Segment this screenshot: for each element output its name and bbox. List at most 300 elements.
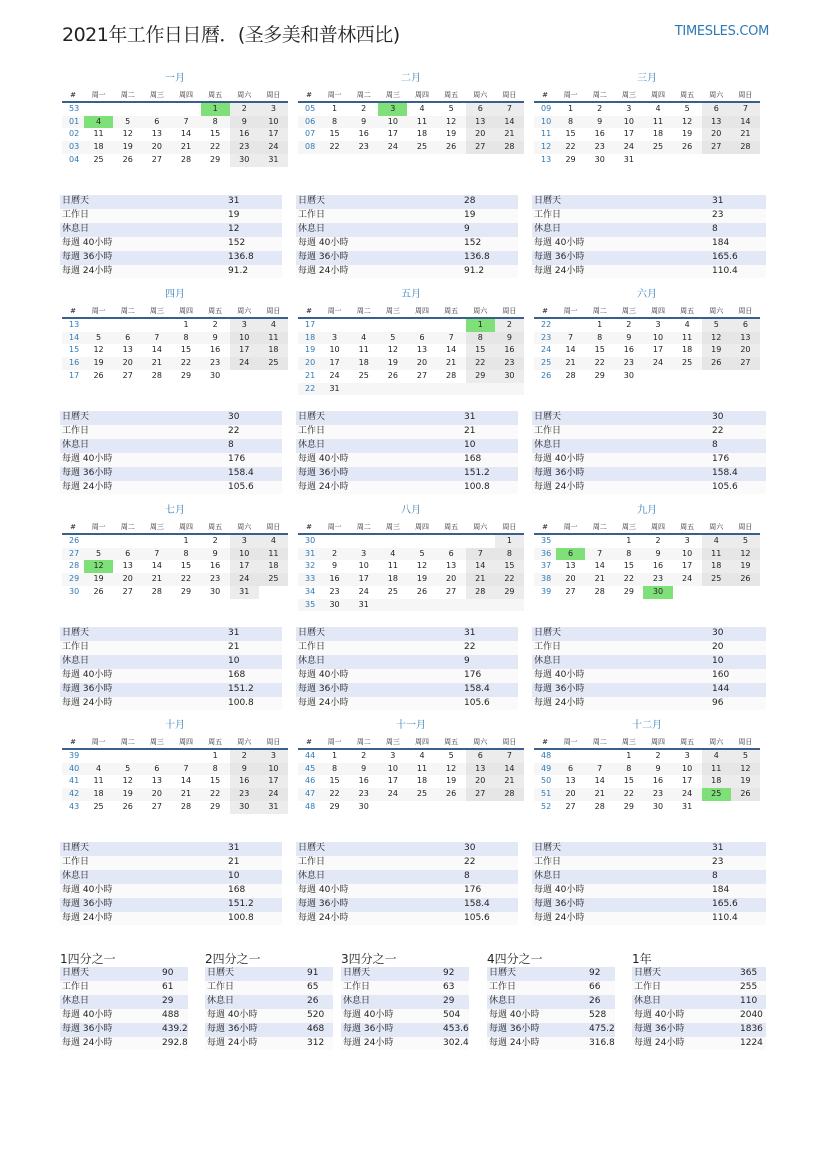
day-cell[interactable]: 28 bbox=[446, 370, 457, 380]
day-cell[interactable]: 21 bbox=[556, 357, 585, 370]
day-cell[interactable]: 2 bbox=[626, 320, 632, 329]
day-cell[interactable]: 7 bbox=[142, 332, 171, 345]
day-cell[interactable]: 3 bbox=[259, 102, 288, 116]
day-cell[interactable]: 17 bbox=[320, 357, 349, 370]
day-cell[interactable]: 11 bbox=[407, 116, 436, 129]
day-cell[interactable]: 21 bbox=[731, 128, 760, 141]
day-cell[interactable]: 21 bbox=[142, 357, 171, 370]
day-cell[interactable]: 1 bbox=[183, 536, 189, 545]
day-cell[interactable]: 2 bbox=[655, 751, 661, 760]
day-cell[interactable]: 24 bbox=[230, 357, 259, 370]
day-cell[interactable]: 17 bbox=[230, 560, 259, 573]
day-cell[interactable]: 15 bbox=[329, 776, 340, 786]
day-cell[interactable]: 20 bbox=[142, 141, 171, 154]
day-cell[interactable]: 19 bbox=[378, 357, 407, 370]
day-cell[interactable]: 13 bbox=[151, 129, 162, 139]
day-cell[interactable]: 18 bbox=[259, 560, 288, 573]
day-cell[interactable]: 8 bbox=[171, 548, 200, 561]
day-cell[interactable]: 11 bbox=[407, 763, 436, 776]
day-cell[interactable]: 21 bbox=[495, 128, 524, 141]
day-cell[interactable]: 28 bbox=[495, 141, 524, 154]
day-cell[interactable]: 16 bbox=[594, 129, 605, 139]
day-cell[interactable]: 25 bbox=[259, 573, 288, 586]
day-cell[interactable]: 2 bbox=[212, 320, 218, 329]
holiday-day[interactable]: 4 bbox=[84, 116, 113, 129]
day-cell[interactable]: 2 bbox=[655, 536, 661, 545]
day-cell[interactable]: 21 bbox=[437, 357, 466, 370]
day-cell[interactable]: 1 bbox=[495, 534, 524, 548]
day-cell[interactable]: 30 bbox=[210, 586, 221, 596]
day-cell[interactable]: 4 bbox=[259, 318, 288, 332]
day-cell[interactable]: 6 bbox=[466, 749, 495, 763]
site-logo[interactable]: TIMESLES.COM bbox=[674, 24, 769, 39]
day-cell[interactable]: 13 bbox=[731, 332, 760, 345]
day-cell[interactable]: 2 bbox=[230, 102, 259, 116]
day-cell[interactable]: 17 bbox=[623, 129, 634, 139]
day-cell[interactable]: 30 bbox=[358, 801, 369, 811]
day-cell[interactable]: 7 bbox=[731, 102, 760, 116]
day-cell[interactable]: 26 bbox=[416, 586, 428, 596]
day-cell[interactable]: 16 bbox=[210, 345, 221, 355]
day-cell[interactable]: 25 bbox=[358, 370, 369, 380]
day-cell[interactable]: 29 bbox=[210, 801, 221, 811]
day-cell[interactable]: 29 bbox=[495, 586, 524, 599]
day-cell[interactable]: 15 bbox=[623, 561, 634, 571]
day-cell[interactable]: 16 bbox=[495, 344, 524, 357]
day-cell[interactable]: 9 bbox=[643, 548, 672, 561]
holiday-day[interactable]: 6 bbox=[556, 548, 585, 561]
day-cell[interactable]: 20 bbox=[113, 357, 142, 370]
day-cell[interactable]: 10 bbox=[614, 116, 643, 129]
day-cell[interactable]: 29 bbox=[180, 586, 192, 596]
day-cell[interactable]: 12 bbox=[93, 345, 104, 355]
day-cell[interactable]: 23 bbox=[349, 788, 378, 801]
day-cell[interactable]: 31 bbox=[259, 154, 288, 167]
day-cell[interactable]: 16 bbox=[652, 561, 664, 571]
day-cell[interactable]: 14 bbox=[565, 345, 576, 355]
day-cell[interactable]: 18 bbox=[702, 775, 731, 788]
day-cell[interactable]: 29 bbox=[210, 154, 221, 164]
day-cell[interactable]: 10 bbox=[230, 332, 259, 345]
day-cell[interactable]: 19 bbox=[446, 776, 457, 786]
day-cell[interactable]: 27 bbox=[731, 357, 760, 370]
day-cell[interactable]: 12 bbox=[122, 776, 133, 786]
day-cell[interactable]: 23 bbox=[614, 357, 643, 370]
day-cell[interactable]: 3 bbox=[655, 320, 661, 329]
day-cell[interactable]: 31 bbox=[623, 154, 634, 164]
day-cell[interactable]: 23 bbox=[201, 357, 230, 370]
holiday-day[interactable]: 3 bbox=[378, 102, 407, 116]
day-cell[interactable]: 16 bbox=[230, 128, 259, 141]
day-cell[interactable]: 19 bbox=[113, 141, 142, 154]
day-cell[interactable]: 9 bbox=[643, 763, 672, 776]
day-cell[interactable]: 23 bbox=[495, 357, 524, 370]
day-cell[interactable]: 23 bbox=[643, 788, 672, 801]
day-cell[interactable]: 27 bbox=[122, 586, 133, 596]
day-cell[interactable]: 5 bbox=[407, 548, 436, 561]
day-cell[interactable]: 30 bbox=[320, 599, 349, 612]
day-cell[interactable]: 24 bbox=[378, 788, 407, 801]
day-cell[interactable]: 14 bbox=[731, 116, 760, 129]
day-cell[interactable]: 19 bbox=[702, 344, 731, 357]
day-cell[interactable]: 3 bbox=[349, 548, 378, 561]
day-cell[interactable]: 22 bbox=[614, 573, 643, 586]
day-cell[interactable]: 25 bbox=[407, 141, 436, 154]
day-cell[interactable]: 10 bbox=[259, 116, 288, 129]
day-cell[interactable]: 29 bbox=[565, 154, 576, 164]
day-cell[interactable]: 8 bbox=[320, 116, 349, 129]
day-cell[interactable]: 27 bbox=[151, 154, 162, 164]
holiday-day[interactable]: 1 bbox=[201, 102, 230, 116]
day-cell[interactable]: 17 bbox=[682, 776, 693, 786]
day-cell[interactable]: 12 bbox=[731, 548, 760, 561]
day-cell[interactable]: 16 bbox=[230, 775, 259, 788]
day-cell[interactable]: 15 bbox=[466, 344, 495, 357]
day-cell[interactable]: 9 bbox=[230, 763, 259, 776]
day-cell[interactable]: 20 bbox=[113, 573, 142, 586]
day-cell[interactable]: 3 bbox=[230, 534, 259, 548]
day-cell[interactable]: 13 bbox=[565, 776, 576, 786]
day-cell[interactable]: 26 bbox=[387, 370, 398, 380]
day-cell[interactable]: 28 bbox=[594, 801, 605, 811]
day-cell[interactable]: 5 bbox=[84, 548, 113, 561]
day-cell[interactable]: 10 bbox=[673, 548, 702, 561]
day-cell[interactable]: 7 bbox=[466, 548, 495, 561]
day-cell[interactable]: 29 bbox=[466, 370, 495, 383]
day-cell[interactable]: 31 bbox=[682, 801, 693, 811]
day-cell[interactable]: 29 bbox=[180, 370, 192, 380]
day-cell[interactable]: 23 bbox=[349, 141, 378, 154]
day-cell[interactable]: 17 bbox=[349, 573, 378, 586]
day-cell[interactable]: 22 bbox=[171, 573, 200, 586]
day-cell[interactable]: 10 bbox=[230, 548, 259, 561]
day-cell[interactable]: 18 bbox=[416, 776, 428, 786]
day-cell[interactable]: 6 bbox=[437, 548, 466, 561]
day-cell[interactable]: 5 bbox=[448, 104, 454, 113]
day-cell[interactable]: 28 bbox=[565, 370, 576, 380]
day-cell[interactable]: 1 bbox=[626, 536, 632, 545]
day-cell[interactable]: 10 bbox=[259, 763, 288, 776]
day-cell[interactable]: 4 bbox=[702, 749, 731, 763]
day-cell[interactable]: 10 bbox=[673, 763, 702, 776]
day-cell[interactable]: 19 bbox=[446, 129, 457, 139]
day-cell[interactable]: 22 bbox=[320, 141, 349, 154]
day-cell[interactable]: 9 bbox=[230, 116, 259, 129]
day-cell[interactable]: 10 bbox=[329, 345, 340, 355]
day-cell[interactable]: 7 bbox=[495, 102, 524, 116]
day-cell[interactable]: 11 bbox=[643, 116, 672, 129]
day-cell[interactable]: 11 bbox=[673, 332, 702, 345]
day-cell[interactable]: 7 bbox=[171, 763, 200, 776]
day-cell[interactable]: 13 bbox=[446, 561, 457, 571]
day-cell[interactable]: 6 bbox=[407, 332, 436, 345]
day-cell[interactable]: 5 bbox=[448, 751, 454, 760]
day-cell[interactable]: 15 bbox=[329, 129, 340, 139]
day-cell[interactable]: 4 bbox=[419, 104, 425, 113]
day-cell[interactable]: 29 bbox=[594, 370, 605, 380]
day-cell[interactable]: 8 bbox=[585, 332, 614, 345]
day-cell[interactable]: 27 bbox=[151, 801, 162, 811]
day-cell[interactable]: 19 bbox=[407, 573, 436, 586]
day-cell[interactable]: 19 bbox=[84, 357, 113, 370]
day-cell[interactable]: 28 bbox=[151, 370, 162, 380]
day-cell[interactable]: 24 bbox=[358, 586, 369, 596]
day-cell[interactable]: 14 bbox=[180, 129, 192, 139]
day-cell[interactable]: 20 bbox=[466, 775, 495, 788]
day-cell[interactable]: 14 bbox=[594, 776, 605, 786]
day-cell[interactable]: 23 bbox=[585, 141, 614, 154]
day-cell[interactable]: 8 bbox=[320, 763, 349, 776]
day-cell[interactable]: 9 bbox=[495, 332, 524, 345]
day-cell[interactable]: 14 bbox=[151, 561, 162, 571]
day-cell[interactable]: 9 bbox=[349, 116, 378, 129]
day-cell[interactable]: 30 bbox=[230, 801, 259, 814]
day-cell[interactable]: 9 bbox=[585, 116, 614, 129]
day-cell[interactable]: 15 bbox=[180, 561, 192, 571]
day-cell[interactable]: 16 bbox=[358, 129, 369, 139]
day-cell[interactable]: 4 bbox=[684, 320, 690, 329]
day-cell[interactable]: 3 bbox=[259, 749, 288, 763]
day-cell[interactable]: 27 bbox=[122, 370, 133, 380]
day-cell[interactable]: 23 bbox=[230, 788, 259, 801]
day-cell[interactable]: 28 bbox=[180, 801, 192, 811]
day-cell[interactable]: 28 bbox=[151, 586, 162, 596]
day-cell[interactable]: 9 bbox=[349, 763, 378, 776]
day-cell[interactable]: 22 bbox=[201, 788, 230, 801]
day-cell[interactable]: 27 bbox=[466, 141, 495, 154]
day-cell[interactable]: 24 bbox=[673, 788, 702, 801]
day-cell[interactable]: 20 bbox=[556, 573, 585, 586]
day-cell[interactable]: 18 bbox=[652, 129, 664, 139]
day-cell[interactable]: 19 bbox=[113, 788, 142, 801]
day-cell[interactable]: 2 bbox=[361, 104, 367, 113]
day-cell[interactable]: 24 bbox=[643, 357, 672, 370]
day-cell[interactable]: 3 bbox=[320, 332, 349, 345]
day-cell[interactable]: 30 bbox=[652, 801, 664, 811]
day-cell[interactable]: 23 bbox=[201, 573, 230, 586]
day-cell[interactable]: 26 bbox=[122, 801, 133, 811]
day-cell[interactable]: 31 bbox=[259, 801, 288, 814]
day-cell[interactable]: 8 bbox=[556, 116, 585, 129]
day-cell[interactable]: 11 bbox=[702, 548, 731, 561]
day-cell[interactable]: 2 bbox=[212, 536, 218, 545]
day-cell[interactable]: 21 bbox=[142, 573, 171, 586]
day-cell[interactable]: 16 bbox=[623, 345, 634, 355]
day-cell[interactable]: 18 bbox=[416, 129, 428, 139]
day-cell[interactable]: 3 bbox=[390, 751, 396, 760]
day-cell[interactable]: 6 bbox=[731, 318, 760, 332]
day-cell[interactable]: 21 bbox=[585, 573, 614, 586]
day-cell[interactable]: 18 bbox=[378, 573, 407, 586]
day-cell[interactable]: 15 bbox=[594, 345, 605, 355]
day-cell[interactable]: 4 bbox=[84, 763, 113, 776]
day-cell[interactable]: 20 bbox=[142, 788, 171, 801]
day-cell[interactable]: 23 bbox=[643, 573, 672, 586]
day-cell[interactable]: 11 bbox=[259, 332, 288, 345]
day-cell[interactable]: 27 bbox=[565, 801, 576, 811]
day-cell[interactable]: 12 bbox=[387, 345, 398, 355]
day-cell[interactable]: 25 bbox=[93, 801, 104, 811]
day-cell[interactable]: 19 bbox=[682, 129, 693, 139]
day-cell[interactable]: 6 bbox=[113, 548, 142, 561]
day-cell[interactable]: 10 bbox=[378, 116, 407, 129]
day-cell[interactable]: 12 bbox=[437, 116, 466, 129]
day-cell[interactable]: 12 bbox=[731, 763, 760, 776]
day-cell[interactable]: 20 bbox=[556, 788, 585, 801]
day-cell[interactable]: 4 bbox=[378, 548, 407, 561]
day-cell[interactable]: 14 bbox=[180, 776, 192, 786]
day-cell[interactable]: 3 bbox=[626, 104, 632, 113]
day-cell[interactable]: 1 bbox=[183, 320, 189, 329]
day-cell[interactable]: 24 bbox=[673, 573, 702, 586]
day-cell[interactable]: 16 bbox=[210, 561, 221, 571]
day-cell[interactable]: 1 bbox=[568, 104, 574, 113]
day-cell[interactable]: 21 bbox=[466, 573, 495, 586]
day-cell[interactable]: 13 bbox=[466, 116, 495, 129]
day-cell[interactable]: 22 bbox=[585, 357, 614, 370]
day-cell[interactable]: 30 bbox=[230, 154, 259, 167]
day-cell[interactable]: 5 bbox=[684, 104, 690, 113]
day-cell[interactable]: 21 bbox=[495, 775, 524, 788]
day-cell[interactable]: 17 bbox=[652, 345, 664, 355]
day-cell[interactable]: 20 bbox=[702, 128, 731, 141]
day-cell[interactable]: 2 bbox=[230, 749, 259, 763]
day-cell[interactable]: 19 bbox=[731, 560, 760, 573]
day-cell[interactable]: 23 bbox=[329, 586, 340, 596]
day-cell[interactable]: 7 bbox=[495, 749, 524, 763]
day-cell[interactable]: 10 bbox=[378, 763, 407, 776]
day-cell[interactable]: 7 bbox=[142, 548, 171, 561]
day-cell[interactable]: 1 bbox=[212, 751, 218, 760]
day-cell[interactable]: 20 bbox=[437, 573, 466, 586]
day-cell[interactable]: 26 bbox=[731, 788, 760, 801]
day-cell[interactable]: 26 bbox=[93, 370, 104, 380]
day-cell[interactable]: 18 bbox=[682, 345, 693, 355]
holiday-day[interactable]: 30 bbox=[643, 586, 672, 599]
day-cell[interactable]: 14 bbox=[594, 561, 605, 571]
day-cell[interactable]: 13 bbox=[122, 561, 133, 571]
day-cell[interactable]: 27 bbox=[565, 586, 576, 596]
day-cell[interactable]: 6 bbox=[113, 332, 142, 345]
day-cell[interactable]: 18 bbox=[84, 788, 113, 801]
day-cell[interactable]: 22 bbox=[466, 357, 495, 370]
day-cell[interactable]: 2 bbox=[495, 318, 524, 332]
day-cell[interactable]: 24 bbox=[230, 573, 259, 586]
day-cell[interactable]: 22 bbox=[201, 141, 230, 154]
day-cell[interactable]: 5 bbox=[113, 763, 142, 776]
day-cell[interactable]: 15 bbox=[210, 776, 221, 786]
day-cell[interactable]: 30 bbox=[210, 370, 221, 380]
day-cell[interactable]: 9 bbox=[201, 332, 230, 345]
day-cell[interactable]: 11 bbox=[702, 763, 731, 776]
day-cell[interactable]: 26 bbox=[122, 154, 133, 164]
day-cell[interactable]: 23 bbox=[230, 141, 259, 154]
day-cell[interactable]: 12 bbox=[122, 129, 133, 139]
day-cell[interactable]: 19 bbox=[731, 775, 760, 788]
day-cell[interactable]: 26 bbox=[702, 357, 731, 370]
day-cell[interactable]: 2 bbox=[597, 104, 603, 113]
day-cell[interactable]: 8 bbox=[201, 116, 230, 129]
day-cell[interactable]: 16 bbox=[358, 776, 369, 786]
day-cell[interactable]: 11 bbox=[358, 345, 369, 355]
holiday-day[interactable]: 12 bbox=[84, 560, 113, 573]
day-cell[interactable]: 15 bbox=[210, 129, 221, 139]
day-cell[interactable]: 9 bbox=[332, 561, 338, 571]
day-cell[interactable]: 1 bbox=[332, 104, 338, 113]
day-cell[interactable]: 17 bbox=[387, 776, 398, 786]
day-cell[interactable]: 16 bbox=[652, 776, 664, 786]
day-cell[interactable]: 18 bbox=[259, 344, 288, 357]
day-cell[interactable]: 4 bbox=[349, 332, 378, 345]
day-cell[interactable]: 12 bbox=[416, 561, 428, 571]
day-cell[interactable]: 8 bbox=[201, 763, 230, 776]
day-cell[interactable]: 1 bbox=[597, 320, 603, 329]
day-cell[interactable]: 25 bbox=[259, 357, 288, 370]
day-cell[interactable]: 11 bbox=[259, 548, 288, 561]
day-cell[interactable]: 30 bbox=[495, 370, 524, 383]
day-cell[interactable]: 26 bbox=[437, 141, 466, 154]
day-cell[interactable]: 17 bbox=[682, 561, 693, 571]
day-cell[interactable]: 13 bbox=[565, 561, 576, 571]
day-cell[interactable]: 9 bbox=[201, 548, 230, 561]
day-cell[interactable]: 26 bbox=[93, 586, 104, 596]
day-cell[interactable]: 8 bbox=[614, 763, 643, 776]
day-cell[interactable]: 5 bbox=[378, 332, 407, 345]
day-cell[interactable]: 12 bbox=[702, 332, 731, 345]
day-cell[interactable]: 7 bbox=[437, 332, 466, 345]
day-cell[interactable]: 29 bbox=[623, 801, 634, 811]
day-cell[interactable]: 13 bbox=[151, 776, 162, 786]
day-cell[interactable]: 1 bbox=[626, 751, 632, 760]
day-cell[interactable]: 8 bbox=[466, 332, 495, 345]
day-cell[interactable]: 4 bbox=[419, 751, 425, 760]
day-cell[interactable]: 6 bbox=[142, 116, 171, 129]
day-cell[interactable]: 8 bbox=[171, 332, 200, 345]
day-cell[interactable]: 15 bbox=[565, 129, 576, 139]
day-cell[interactable]: 28 bbox=[594, 586, 605, 596]
day-cell[interactable]: 24 bbox=[378, 141, 407, 154]
day-cell[interactable]: 25 bbox=[93, 154, 104, 164]
day-cell[interactable]: 7 bbox=[585, 548, 614, 561]
day-cell[interactable]: 17 bbox=[387, 129, 398, 139]
day-cell[interactable]: 14 bbox=[466, 560, 495, 573]
day-cell[interactable]: 24 bbox=[614, 141, 643, 154]
day-cell[interactable]: 14 bbox=[151, 345, 162, 355]
day-cell[interactable]: 10 bbox=[358, 561, 369, 571]
day-cell[interactable]: 11 bbox=[387, 561, 398, 571]
day-cell[interactable]: 17 bbox=[230, 344, 259, 357]
day-cell[interactable]: 24 bbox=[259, 141, 288, 154]
day-cell[interactable]: 2 bbox=[320, 548, 349, 561]
day-cell[interactable]: 15 bbox=[495, 560, 524, 573]
day-cell[interactable]: 5 bbox=[702, 318, 731, 332]
day-cell[interactable]: 15 bbox=[623, 776, 634, 786]
day-cell[interactable]: 28 bbox=[731, 141, 760, 154]
day-cell[interactable]: 4 bbox=[702, 534, 731, 548]
holiday-day[interactable]: 25 bbox=[702, 788, 731, 801]
day-cell[interactable]: 11 bbox=[93, 776, 104, 786]
day-cell[interactable]: 25 bbox=[673, 357, 702, 370]
day-cell[interactable]: 31 bbox=[349, 599, 378, 612]
day-cell[interactable]: 12 bbox=[673, 116, 702, 129]
day-cell[interactable]: 30 bbox=[623, 370, 634, 380]
day-cell[interactable]: 6 bbox=[142, 763, 171, 776]
day-cell[interactable]: 5 bbox=[113, 116, 142, 129]
day-cell[interactable]: 21 bbox=[171, 788, 200, 801]
day-cell[interactable]: 28 bbox=[466, 586, 495, 599]
day-cell[interactable]: 7 bbox=[171, 116, 200, 129]
day-cell[interactable]: 21 bbox=[171, 141, 200, 154]
